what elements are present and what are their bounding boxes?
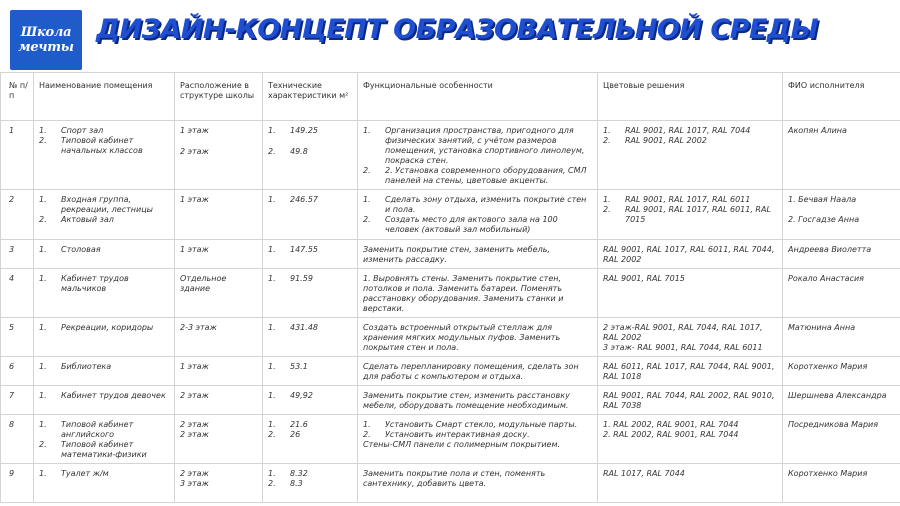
cell-room: 1. Входная группа, рекреации, лестницы 2. Актовый зал	[34, 190, 175, 240]
cell-tech: 1. 49,92	[263, 386, 358, 415]
cell-features: 1. Установить Смарт стекло, модульные парты. 2. Установить интерактивная доску. Стены-СМЛ панели с полимерным покрытием.	[358, 415, 598, 464]
cell-colors: RAL 9001, RAL 7044, RAL 2002, RAL 9010, RAL 7038	[598, 386, 783, 415]
cell-room: 1. Кабинет трудов мальчиков	[34, 269, 175, 318]
logo-line-1: Школа	[20, 25, 72, 40]
table-row	[1, 415, 900, 464]
cell-room: 1. Рекреации, коридоры	[34, 318, 175, 357]
cell-features: Заменить покрытие стен, заменить мебель, изменить рассадку.	[358, 240, 598, 269]
cell-room: 1. Библиотека	[34, 357, 175, 386]
cell-colors: 2 этаж-RAL 9001, RAL 7044, RAL 1017, RAL 2002 3 этаж- RAL 9001, RAL 7044, RAL 6011	[598, 318, 783, 357]
cell-colors: RAL 1017, RAL 7044	[598, 464, 783, 503]
table-row	[1, 190, 900, 240]
cell-location: 1 этаж 2 этаж	[175, 121, 263, 190]
cell-tech: 1. 21.6 2. 26	[263, 415, 358, 464]
table-header-row	[1, 73, 900, 121]
cell-colors: RAL 9001, RAL 7015	[598, 269, 783, 318]
cell-executor: Шершнева Александра	[783, 386, 900, 415]
cell-colors: RAL 9001, RAL 1017, RAL 6011, RAL 7044, RAL 2002	[598, 240, 783, 269]
cell-tech: 1. 91.59	[263, 269, 358, 318]
header-features: Функциональные особенности	[358, 73, 598, 121]
cell-num: 1	[1, 121, 34, 190]
cell-features: Создать встроенный открытый стеллаж для хранения мягких модульных пуфов. Заменить покрытия стен и пола.	[358, 318, 598, 357]
table-row	[1, 240, 900, 269]
cell-executor: Андреева Виолетта	[783, 240, 900, 269]
cell-location: 2-3 этаж	[175, 318, 263, 357]
cell-tech: 1. 246.57	[263, 190, 358, 240]
cell-executor: Рокало Анастасия	[783, 269, 900, 318]
cell-tech: 1. 149.25 2. 49.8	[263, 121, 358, 190]
header-executor: ФИО исполнителя	[783, 73, 900, 121]
cell-tech: 1. 431.48	[263, 318, 358, 357]
cell-num: 9	[1, 464, 34, 503]
header-tech: Технические характеристики м²	[263, 73, 358, 121]
header-room: Наименование помещения	[34, 73, 175, 121]
logo-line-2: мечты	[18, 40, 74, 55]
cell-executor: Коротхенко Мария	[783, 464, 900, 503]
cell-num: 6	[1, 357, 34, 386]
cell-executor: Матюнина Анна	[783, 318, 900, 357]
table-row	[1, 386, 900, 415]
cell-features: 1. Сделать зону отдыха, изменить покрытие стен и пола. 2. Создать место для актового зала на 100 человек (актовый зал мобильный)	[358, 190, 598, 240]
cell-colors: RAL 6011, RAL 1017, RAL 7044, RAL 9001, RAL 1018	[598, 357, 783, 386]
cell-features: Заменить покрытие пола и стен, поменять сантехнику, добавить цвета.	[358, 464, 598, 503]
cell-location: Отдельное здание	[175, 269, 263, 318]
cell-location: 2 этаж 2 этаж	[175, 415, 263, 464]
header-num: № п/п	[1, 73, 34, 121]
cell-colors: 1. RAL 9001, RAL 1017, RAL 7044 2. RAL 9001, RAL 2002	[598, 121, 783, 190]
cell-executor: Посредникова Мария	[783, 415, 900, 464]
cell-num: 7	[1, 386, 34, 415]
page-title: ДИЗАЙН-КОНЦЕПТ ОБРАЗОВАТЕЛЬНОЙ СРЕДЫ	[96, 14, 818, 45]
table-row	[1, 121, 900, 190]
school-logo	[10, 10, 82, 70]
design-concept-table	[0, 72, 900, 503]
cell-location: 1 этаж	[175, 190, 263, 240]
cell-location: 2 этаж 3 этаж	[175, 464, 263, 503]
cell-location: 1 этаж	[175, 240, 263, 269]
table-row	[1, 357, 900, 386]
table-row	[1, 318, 900, 357]
cell-features: Заменить покрытие стен, изменить расстановку мебели, оборудовать помещение необходимым.	[358, 386, 598, 415]
cell-num: 8	[1, 415, 34, 464]
cell-tech: 1. 53.1	[263, 357, 358, 386]
cell-location: 1 этаж	[175, 357, 263, 386]
cell-num: 3	[1, 240, 34, 269]
cell-features: 1. Организация пространства, пригодного для физических занятий, с учётом размеров помещения, установка спортивного линолеум, покраска стен. 2. 2. Установка современного оборудования, СМЛ панелей на стены, цветовые акценты.	[358, 121, 598, 190]
cell-executor: Коротхенко Мария	[783, 357, 900, 386]
cell-room: 1. Кабинет трудов девочек	[34, 386, 175, 415]
cell-num: 5	[1, 318, 34, 357]
cell-features: Сделать перепланировку помещения, сделать зон для работы с компьютером и отдыха.	[358, 357, 598, 386]
cell-num: 4	[1, 269, 34, 318]
table-row	[1, 464, 900, 503]
header-location: Расположение в структуре школы	[175, 73, 263, 121]
cell-features: 1. Выровнять стены. Заменить покрытие стен, потолков и пола. Заменить батареи. Поменять расстановку оборудования. Заменить станки и верстаки.	[358, 269, 598, 318]
cell-colors: 1. RAL 9001, RAL 1017, RAL 6011 2. RAL 9001, RAL 1017, RAL 6011, RAL 7015	[598, 190, 783, 240]
cell-tech: 1. 147.55	[263, 240, 358, 269]
cell-executor: 1. Бечвая Наала 2. Госгадзе Анна	[783, 190, 900, 240]
cell-room: 1. Туалет ж/м	[34, 464, 175, 503]
cell-room: 1. Столовая	[34, 240, 175, 269]
table-row	[1, 269, 900, 318]
cell-room: 1. Спорт зал 2. Типовой кабинет начальных классов	[34, 121, 175, 190]
cell-room: 1. Типовой кабинет английского 2. Типовой кабинет математики-физики	[34, 415, 175, 464]
cell-tech: 1. 8.32 2. 8.3	[263, 464, 358, 503]
cell-location: 2 этаж	[175, 386, 263, 415]
header-colors: Цветовые решения	[598, 73, 783, 121]
cell-colors: 1. RAL 2002, RAL 9001, RAL 7044 2. RAL 2002, RAL 9001, RAL 7044	[598, 415, 783, 464]
cell-num: 2	[1, 190, 34, 240]
cell-executor: Акопян Алина	[783, 121, 900, 190]
